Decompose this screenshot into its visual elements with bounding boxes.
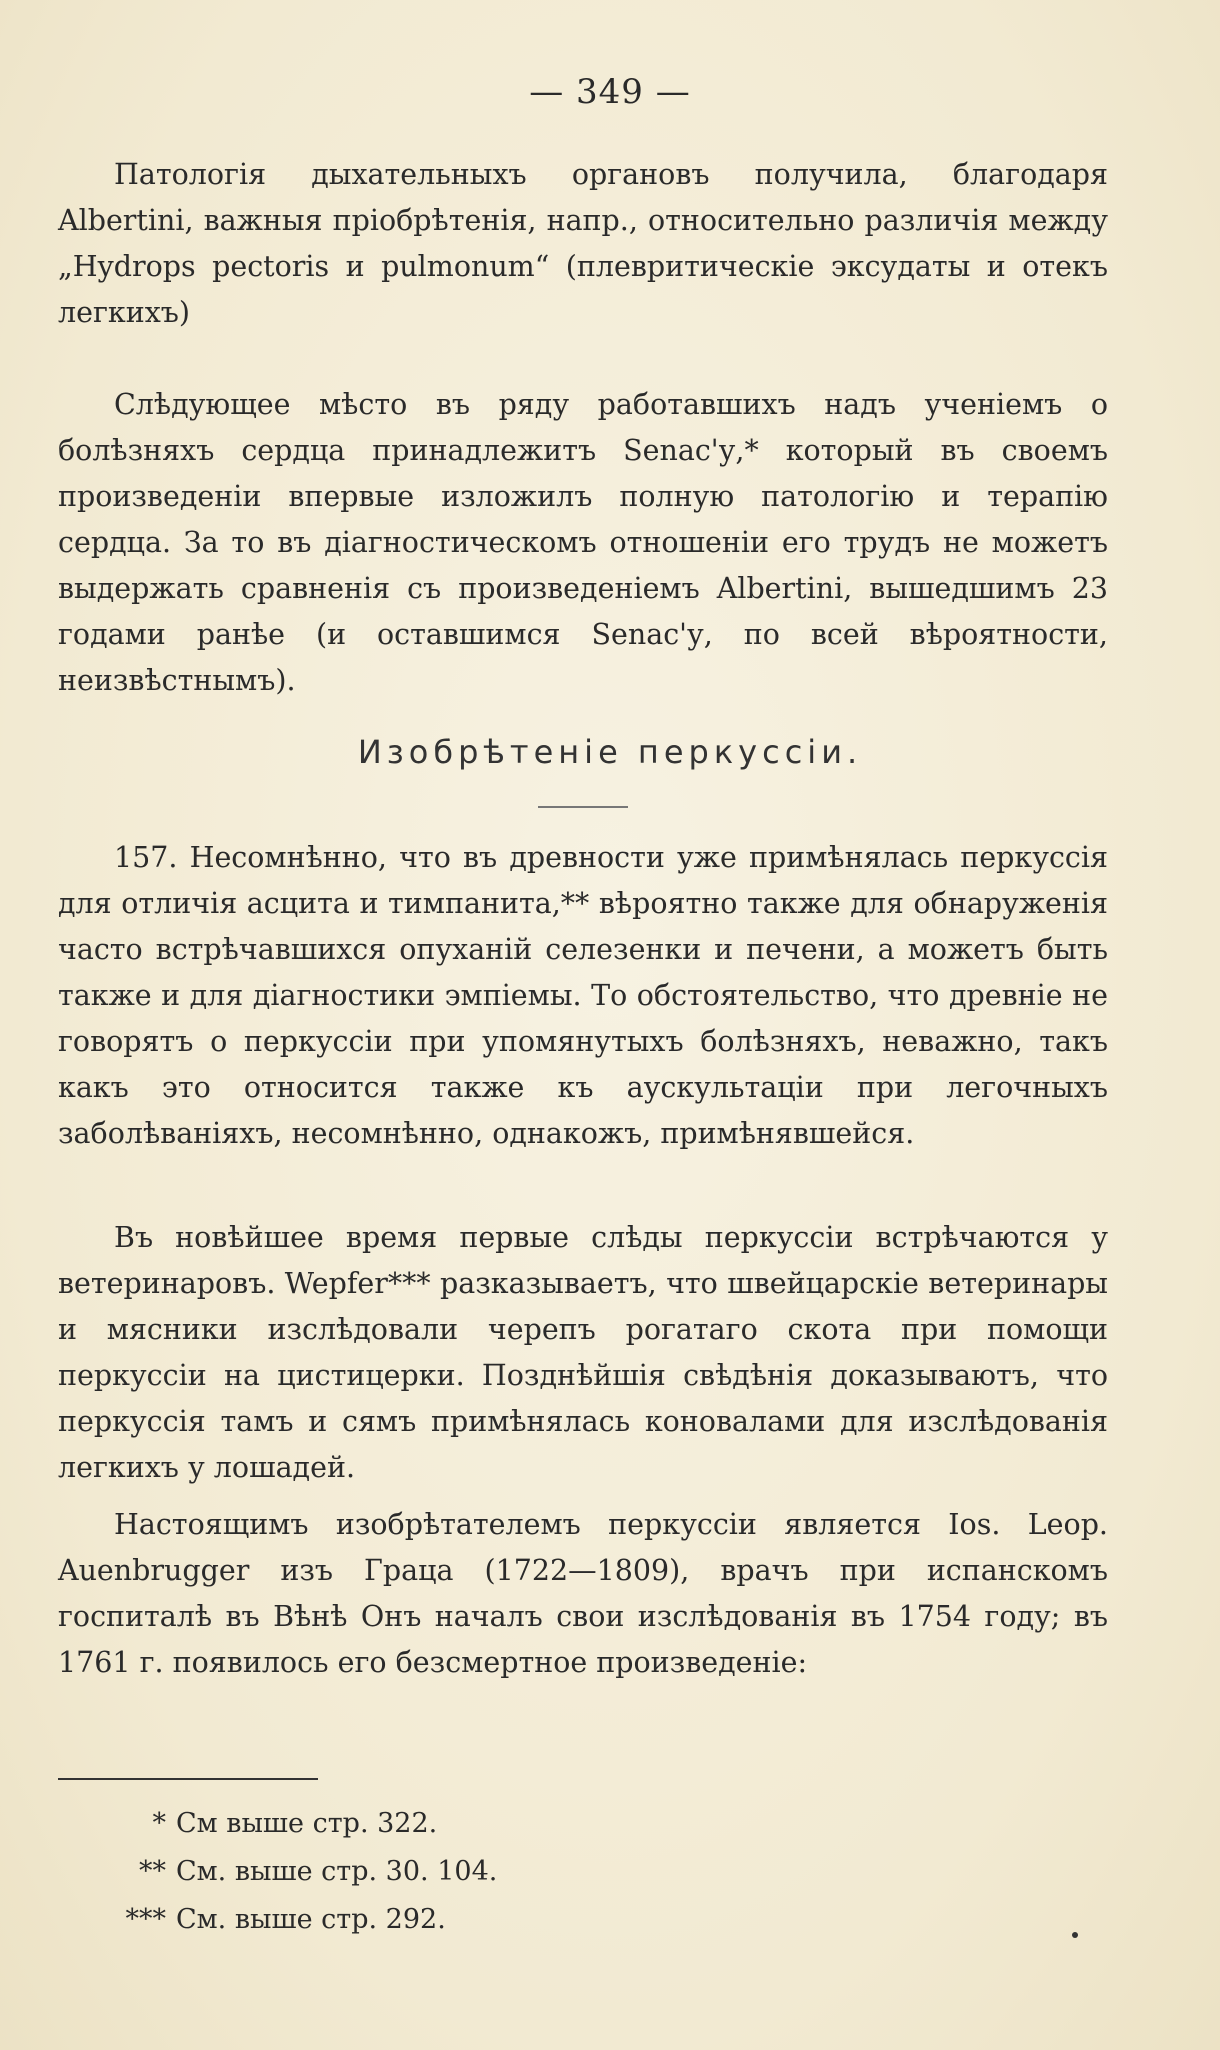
footnote-text: См. выше стр. 30. 104. (176, 1856, 498, 1887)
footnote-item (100, 1848, 497, 1896)
ink-dot (1072, 1932, 1078, 1938)
footnote-item (100, 1800, 497, 1848)
footnote-divider (58, 1778, 318, 1780)
paragraph-pathology-respiratory: Патологія дыхательныхъ органовъ получила, благодаря Albertini, важныя пріобрѣтенія, напр., относительно различія между „Hydrops pectoris и pulmonum“ (плевритическіе эксудаты и отекъ легкихъ) (58, 158, 1108, 329)
paragraph-auenbrugger: Настоящимъ изобрѣтателемъ перкуссіи является Ios. Leop. Auenbrugger изъ Граца (1722—1809), врачъ при испанскомъ госпиталѣ въ Вѣнѣ Онъ началъ свои изслѣдованія въ 1754 году; въ 1761 г. появилось его безсмертное произведеніе: (58, 1508, 1108, 1679)
page-number: — 349 — (529, 72, 691, 112)
footnotes (100, 1800, 497, 1944)
footnote-text: См. выше стр. 292. (176, 1904, 446, 1935)
footnote-marker: * (152, 1808, 166, 1839)
footnote-text: См выше стр. 322. (176, 1808, 438, 1839)
footnote-marker: *** (125, 1904, 166, 1935)
paragraph-157-percussion-antiquity: 157. Несомнѣнно, что въ древности уже примѣнялась перкуссія для отличія асцита и тимпанита,** вѣроятно также для обнаруженія часто встрѣчавшихся опуханій селезенки и печени, а можетъ быть также и для діагностики эмпіемы. То обстоятельство, что древніе не говорятъ о перкуссіи при упомянутыхъ болѣзняхъ, неважно, такъ какъ это относится также къ аускультаціи при легочныхъ заболѣваніяхъ, несомнѣнно, однакожъ, примѣнявшейся. (58, 841, 1108, 1150)
paragraph-veterinarians: Въ новѣйшее время первые слѣды перкуссіи встрѣчаются у ветеринаровъ. Wepfer*** разказываетъ, что швейцарскіе ветеринары и мясники изслѣдовали черепъ рогатаго скота при помощи перкуссіи на цистицерки. Позднѣйшія свѣдѣнія доказываютъ, что перкуссія тамъ и сямъ примѣнялась коновалами для изслѣдованія легкихъ у лошадей. (58, 1221, 1108, 1484)
footnote-item (100, 1896, 497, 1944)
section-heading: Изобрѣтеніе перкуссіи. (357, 733, 863, 771)
footnote-marker: ** (139, 1856, 166, 1887)
heading-divider (538, 806, 628, 808)
paragraph-senac: Слѣдующее мѣсто въ ряду работавшихъ надъ ученіемъ о болѣзняхъ сердца принадлежитъ Senac'у,* который въ своемъ произведеніи впервые изложилъ полную патологію и терапію сердца. За то въ діагностическомъ отношеніи его трудъ не можетъ выдержать сравненія съ произведеніемъ Albertini, вышедшимъ 23 годами ранѣе (и оставшимся Senac'у, по всей вѣроятности, неизвѣстнымъ). (58, 388, 1108, 697)
